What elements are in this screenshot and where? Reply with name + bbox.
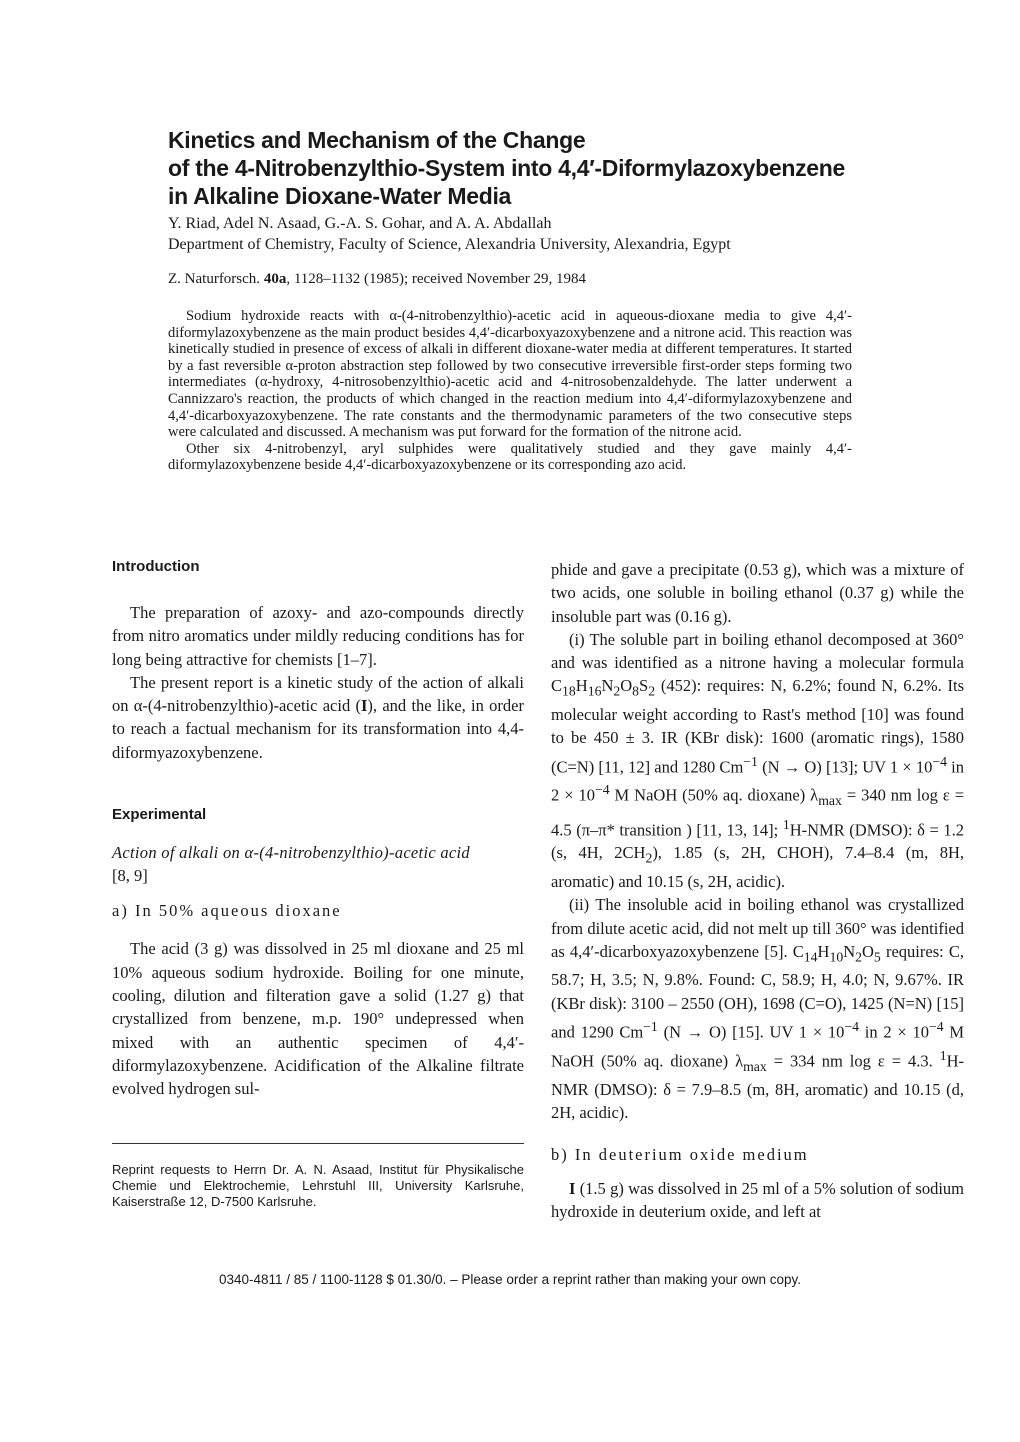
text-run: ), 1.85 (s, 2H, CHOH), 7.4–8.4 (m, 8H, aromatic) and 10.15 (s, 2H, acidic). (551, 843, 964, 891)
text-run: The present report is a kinetic study of the action of alkali on α-(4-nitrobenzylthio)-acetic acid ( (112, 672, 524, 716)
text-run: in 2 × 10 (551, 757, 965, 805)
compound-label: I (569, 1178, 576, 1198)
introduction-heading: Introduction (112, 558, 200, 575)
subscript: 18 (562, 683, 576, 699)
citation (168, 271, 586, 288)
subscript: 16 (587, 683, 602, 699)
subscript: 2 (648, 683, 656, 699)
superscript: −4 (928, 1019, 944, 1035)
citation-journal: Z. Naturforsch. (168, 271, 261, 287)
text-run: (N → O) [15]. UV 1 × 10 (663, 1022, 845, 1042)
text-run: (N → O) [13]; UV 1 × 10 (762, 757, 933, 777)
paper-title (168, 126, 888, 210)
text-run: H-NMR (DMSO): δ = 1.2 (s, 4H, 2CH (551, 820, 964, 863)
authors: Y. Riad, Adel N. Asaad, G.-A. S. Gohar, and A. A. Abdallah (168, 215, 552, 232)
text-run: = 334 nm log ε = 4.3. (773, 1051, 933, 1071)
title-line-3: in Alkaline Dioxane-Water Media (168, 183, 512, 209)
abstract (168, 308, 852, 474)
abstract-paragraph: Sodium hydroxide reacts with α-(4-nitrobenzylthio)-acetic acid in aqueous-dioxane media to give 4,4′-diformylazoxybenzene as the main product besides 4,4′-dicarboxyazoxybenzene and a nitrone acid. This reaction was kinetically studied in presence of excess of alkali in different dioxane-water media at different temperatures. It started by a fast reversible α-proton abstraction step followed by two consecutive irreversible first-order steps forming two intermediates (α-hydroxy, 4-nitrosobenzylthio)-acetic acid and 4-nitrosobenzaldehyde. The latter underwent a Cannizzaro's reaction, the products of which changed in the reaction medium into 4,4′-diformylazoxybenzene and 4,4′-dicarboxyazoxybenzene. The rate constants and the thermodynamic parameters of the two consecutive steps were calculated and discussed. A mechanism was put forward for the formation of the nitrone acid. (168, 308, 852, 441)
superscript: −1 (643, 1019, 658, 1035)
subscript: max (743, 1058, 767, 1074)
abstract-paragraph: Other six 4-nitrobenzyl, aryl sulphides were qualitatively studied and they gave mainly 4,4′-diformylazoxybenzene beside 4,4′-dicarboxyazoxybenzene or its corresponding azo acid. (168, 440, 852, 474)
subsection-a-heading: a) In 50% aqueous dioxane (112, 901, 342, 921)
subscript: 8 (632, 683, 640, 699)
action-subheading: Action of alkali on α-(4-nitrobenzylthio)-acetic acid (112, 843, 470, 863)
title-line-2: of the 4-Nitrobenzylthio-System into 4,4′-Diformylazoxybenzene (168, 155, 846, 181)
superscript: −4 (932, 753, 947, 769)
footnote-divider (112, 1143, 524, 1144)
text-run: M NaOH (50% aq. dioxane) λ (614, 785, 819, 805)
subscript: max (818, 793, 842, 809)
subscript: 2 (645, 850, 653, 866)
citation-rest: , 1128–1132 (1985); received November 29, 1984 (286, 271, 586, 287)
action-reference: [8, 9] (112, 866, 148, 886)
text-run: (i) The soluble part in boiling ethanol decomposed at 360° and was identified as a nitrone having a molecular formula C (551, 629, 964, 696)
title-line-1: Kinetics and Mechanism of the Change (168, 127, 586, 153)
superscript: −4 (594, 782, 610, 798)
text-run: (1.5 g) was dissolved in 25 ml of a 5% solution of sodium hydroxide in deuterium oxide, and left at (551, 1178, 964, 1221)
text-run: (452): requires: N, 6.2%; found N, 6.2%. Its molecular weight according to Rast's method [10] was found to be 450 ± 3. IR (KBr disk): 1600 (aromatic rings), 1580 (C=N) [11, 12] and 1280 Cm (551, 676, 965, 777)
superscript: −1 (743, 753, 758, 769)
subscript: 10 (829, 949, 844, 965)
reprint-footnote: Reprint requests to Herrn Dr. A. N. Asaad, Institut für Physikalische Chemie und Elektrochemie, Lehrstuhl III, University Karlsruhe, Kaiserstraße 12, D-7500 Karlsruhe. (112, 1162, 524, 1209)
superscript: 1 (939, 1047, 947, 1063)
affiliation: Department of Chemistry, Faculty of Science, Alexandria University, Alexandria, Egypt (168, 236, 731, 253)
text-run: ), and the like, in order to reach a factual mechanism for its transformation into 4,4-diformyazoxybenzene. (112, 696, 524, 762)
page-footer: 0340-4811 / 85 / 1100-1128 $ 01.30/0. – Please order a reprint rather than making your own copy. (218, 1272, 802, 1287)
subsection-b-heading: b) In deuterium oxide medium (551, 1144, 809, 1164)
subscript: 2 (855, 949, 862, 965)
text-run: = 340 nm log ε = 4.5 (π–π* transition ) [11, 13, 14]; (551, 785, 965, 840)
text-run: H-NMR (DMSO): δ = 7.9–8.5 (m, 8H, aromatic) and 10.15 (d, 2H, acidic). (551, 1051, 964, 1123)
text-run: M NaOH (50% aq. dioxane) λ (551, 1022, 965, 1071)
text-run: requires: C, 58.7; H, 3.5; N, 9.8%. Found: C, 58.9; H, 4.0; N, 9.67%. IR (KBr disk): 3100 – 2550 (OH), 1698 (C=O), 1425 (N=N) [15] and 1290 Cm (551, 941, 964, 1042)
subscript: 14 (803, 949, 818, 965)
superscript: 1 (782, 816, 790, 832)
experimental-heading: Experimental (112, 806, 207, 824)
intro-paragraph (112, 671, 524, 764)
left-column (112, 558, 524, 1100)
experimental-paragraph: The acid (3 g) was dissolved in 25 ml dioxane and 25 ml 10% aqueous sodium hydroxide. Boiling for one minute, cooling, dilution and filteration gave a solid (1.27 g) that crystallized from benzene, m.p. 190° undepressed when mixed with an authentic specimen of 4,4′-diformylazoxybenzene. Acidification of the Alkaline filtrate evolved hydrogen sul- (112, 939, 524, 1099)
dicarboxy-paragraph: (ii) The insoluble acid in boiling ethanol was crystallized from dilute acetic acid, did not melt up till 360° was identified as 4,4′-dicarboxyazoxybenzene [5]. $C_{14}H_{10}N_2O_5$ requires: C, 58.7; H, 3.5; N, 9.8%. Found: C, 58.9; H, 4.0; N, 9.67%. IR (KBr disk): 3100 – 2550 (OH), 1698 (C=O), 1425 (N=N) [15] and 1290 $Cm^{-1}$ (N → O) [15]. UV $1 \times 10^{-4}$ in $2 \times 10^{-4}$ M NaOH (50% aq. dioxane) $\lambda_{max} = 334$ nm log ε = 4.3. $^1$H-NMR (DMSO): δ = 7.9–8.5 (m, 8H, aromatic) and 10.15 (d, 2H, acidic). (551, 895, 965, 1123)
text-run: in 2 × 10 (864, 1022, 929, 1042)
intro-paragraph: The preparation of azoxy- and azo-compounds directly from nitro aromatics under mildly reducing conditions has for long being attractive for chemists [1–7]. (112, 603, 524, 669)
continued-paragraph: phide and gave a precipitate (0.53 g), which was a mixture of two acids, one soluble in boiling ethanol (0.37 g) while the insoluble part was (0.16 g). (551, 560, 964, 626)
nitrone-paragraph: (i) The soluble part in boiling ethanol decomposed at 360° and was identified as a nitrone having a molecular formula $C_{18}H_{16}N_2O_8S_2$ (452): requires: N, 6.2%; found N, 6.2%. Its molecular weight according to Rast's method [10] was found to be 450 ± 3. IR (KBr disk): 1600 (aromatic rings), 1580 (C=N) [11, 12] and 1280 $Cm^{-1}$ (N → O) [13]; UV $1 \times 10^{-4}$ in $2 \times 10^{-4}$ M NaOH (50% aq. dioxane) $\lambda_{max} = 340$ nm log ε = 4.5 (π–π* transition ) [11, 13, 14]; $^1$H-NMR (DMSO): δ = 1.2 (s, 4H, $2CH_2$), 1.85 (s, 2H, CHOH), 7.4–8.4 (m, 8H, aromatic) and 10.15 (s, 2H, acidic). (551, 629, 965, 891)
compound-label: I (361, 696, 368, 716)
citation-volume: 40a (263, 271, 287, 287)
superscript: −4 (844, 1019, 860, 1035)
right-column (551, 558, 964, 1223)
deuterium-paragraph (551, 1177, 964, 1224)
text-run: (ii) The insoluble acid in boiling ethanol was crystallized from dilute acetic acid, did not melt up till 360° was identified as 4,4′-dicarboxyazoxybenzene [5]. C (551, 895, 964, 961)
subscript: 2 (613, 683, 621, 699)
subscript: 5 (873, 949, 881, 965)
